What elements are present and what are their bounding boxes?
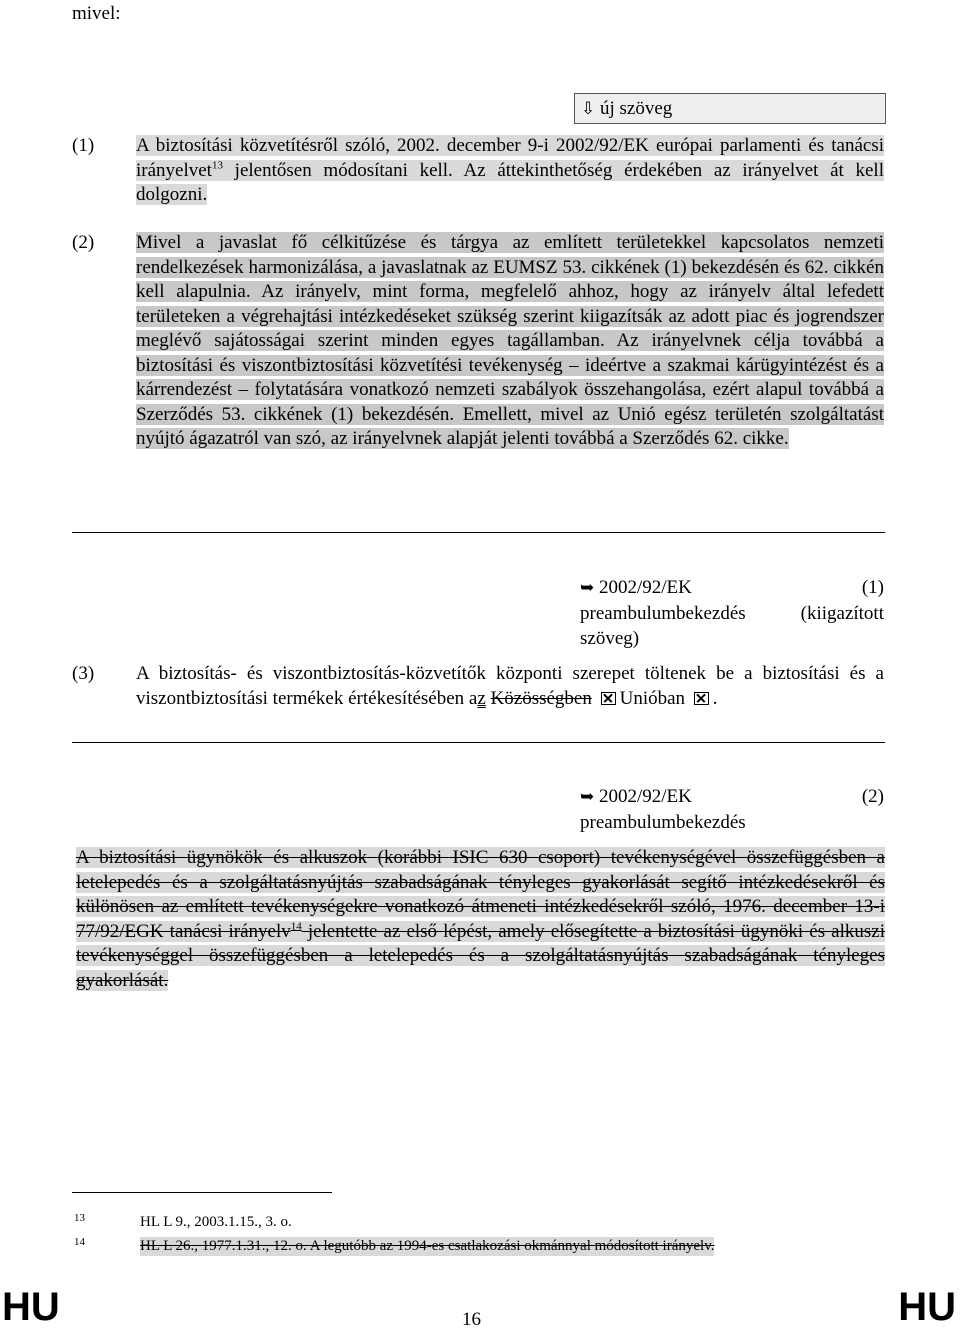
new-text-label: új szöveg [600, 98, 673, 119]
recital-3-body [136, 662, 884, 711]
footnote-number: 14 [74, 1236, 85, 1248]
source-ref-line2b: (kiigazított [800, 603, 884, 624]
recital-1 [72, 134, 885, 208]
source-ref-line2: preambulumbekezdés [580, 812, 746, 833]
curved-arrow-icon: ➥ [580, 578, 595, 598]
recital-number: (1) [72, 135, 95, 156]
recital-2 [72, 231, 885, 503]
deleted-recital [76, 846, 885, 996]
recital-1-text-a: A biztosítási közvetítésről szóló, 2002. december 9-i 2002/92/EK európai parlamenti és tanácsi irányelvet [136, 135, 884, 181]
footnote-text: HL L 26., 1977.1.31., 12. o. A legutóbb az 1994-es csatlakozási okmánnyal módosított irányelv. [140, 1238, 715, 1254]
footnote-13 [74, 1213, 904, 1233]
footnote-separator [72, 1192, 332, 1193]
insert-start-icon [601, 692, 616, 705]
section-divider [72, 532, 885, 533]
section-divider [72, 742, 885, 743]
recital-number: (2) [72, 232, 95, 253]
inserted-letter: z [477, 687, 486, 709]
footer-language-right: HU [898, 1285, 956, 1329]
recital-3-text: A biztosítás- és viszontbiztosítás-közvetítők központi szerepet töltenek be a biztosítási és a viszontbiztosítási termékek értékesítésében a [136, 663, 884, 709]
source-ref-2 [580, 784, 884, 835]
source-ref-num: (1) [861, 577, 884, 598]
source-ref-line3: szöveg) [580, 628, 640, 649]
footnote-text: HL L 9., 2003.1.15., 3. o. [140, 1214, 292, 1230]
source-ref-code: 2002/92/EK [599, 786, 692, 807]
footnote-number: 13 [74, 1212, 85, 1224]
footnote-14 [74, 1237, 904, 1257]
recital-1-body [136, 134, 884, 208]
deleted-recital-text-a: A biztosítási ügynökök és alkuszok (korábbi ISIC 630 csoport) tevékenységével összefüggésben a letelepedés és a szolgáltatásnyújtás szabadságának tényleges gyakorlását segítő intézkedésekről és különösen az említett tevékenységekre vonatkozó átmeneti intézkedésekről szóló, 1976. december 13-i 77/92/EGK tanácsi irányelv [76, 847, 885, 942]
inserted-word: Unióban [619, 687, 686, 709]
curved-arrow-icon: ➥ [580, 787, 595, 807]
page-number: 16 [462, 1309, 481, 1330]
recital-1-text-b: jelentősen módosítani kell. Az áttekinthetőség érdekében az irányelvet át kell dolgozni. [136, 159, 884, 205]
source-ref-code: 2002/92/EK [599, 577, 692, 598]
footnote-ref-13[interactable]: 13 [211, 159, 223, 172]
deleted-recital-text-b: jelentette az első lépést, amely elősegítette a biztosítási ügynöki és alkuszi tevékenységgel összefüggésben a letelepedés és a szolgáltatásnyújtás szabadságának tényleges gyakorlását. [76, 920, 885, 991]
new-text-box [574, 93, 886, 124]
recital-2-text: Mivel a javaslat fő célkitűzése és tárgya az említett területekkel kapcsolatos nemzeti rendelkezések harmonizálása, a javaslatnak az EUMSZ 53. cikkének (1) bekezdésén és 62. cikkén kell alapulnia. Az irányelv, mint forma, megfelelő ahhoz, hogy az irányelv által lefedett területeken a végrehajtási intézkedéseket szükség szerint kiigazítsák az adott piac és jogrendszer meglévő sajátosságai szerint minden egyes tagállamban. Az irányelvnek célja továbbá a biztosítási és viszontbiztosítási közvetítési tevékenység – ideértve a szakmai kárügyintézést és a kárrendezést – folytatására vonatkozó nemzeti szabályok összehangolása, ezért alapul továbbá a Szerződés 53. cikkének (1) bekezdésén. Emellett, mivel az Unió egész területén szolgáltatást nyújtó ágazatról van szó, az irányelvnek alapját jelenti továbbá a Szerződés 62. cikke. [136, 232, 884, 449]
source-ref-1 [580, 575, 884, 651]
insert-end-icon [694, 692, 709, 705]
deleted-word: Közösségben [490, 687, 592, 709]
down-arrow-outline-icon: ⇩ [581, 99, 596, 119]
footer-language-left: HU [2, 1285, 60, 1329]
source-ref-line2a: preambulumbekezdés [580, 603, 746, 624]
footnote-ref-14[interactable]: 14 [290, 920, 302, 933]
lead-text: mivel: [72, 3, 121, 24]
recital-2-body [136, 231, 884, 452]
sentence-end: . [712, 687, 718, 709]
source-ref-num: (2) [861, 786, 884, 807]
recital-number: (3) [72, 663, 95, 684]
recital-3 [72, 662, 885, 712]
